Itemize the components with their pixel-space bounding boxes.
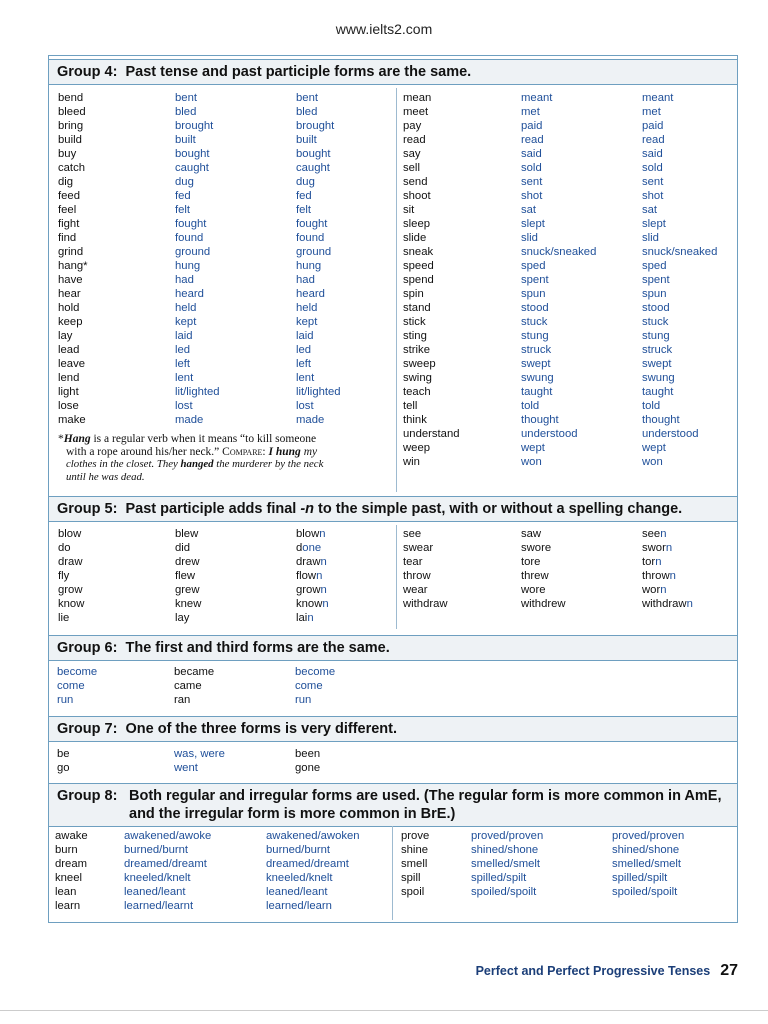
verb-cell: spend [403, 274, 434, 286]
g6-base [57, 665, 97, 707]
verb-cell: spun [521, 288, 546, 300]
verb-cell: tear [403, 556, 423, 568]
verb-cell: swung [521, 372, 554, 384]
verb-cell: shot [642, 190, 664, 202]
verb-cell: taught [521, 386, 553, 398]
g4-right-past [521, 91, 596, 469]
verb-cell: flew [175, 570, 196, 582]
verb-cell: fight [58, 218, 80, 230]
verb-cell: left [175, 358, 191, 370]
verb-cell: think [403, 414, 427, 426]
verb-cell: stood [521, 302, 549, 314]
verb-cell: did [175, 542, 191, 554]
g6-pp [295, 665, 335, 707]
verb-cell: bled [175, 106, 197, 118]
group-title: Past tense and past participle forms are the same. [125, 64, 472, 80]
verb-cell: smelled/smelt [612, 858, 682, 870]
verb-cell: caught [296, 162, 330, 174]
verb-cell: wept [521, 442, 545, 454]
verb-cell: smelled/smelt [471, 858, 541, 870]
verb-cell: grew [175, 584, 200, 596]
verb-cell: see [403, 528, 422, 540]
verb-cell: gone [295, 762, 321, 774]
verb-cell: slid [642, 232, 659, 244]
group7-header [49, 716, 737, 742]
verb-cell: spoiled/spoilt [612, 886, 678, 898]
verb-cell: understood [521, 428, 578, 440]
verb-cell: blew [175, 528, 199, 540]
verb-cell: stung [642, 330, 670, 342]
hang-footnote: *Hang is a regular verb when it means “to kill someone with a rope around his/her neck.” Compare: I hung my clothes in the closet. They hanged the murderer by the neck until he was dead. [58, 433, 324, 483]
verb-cell: swing [403, 372, 432, 384]
verb-cell: sold [642, 162, 663, 174]
verb-cell: withdrew [521, 598, 566, 610]
verb-cell: sold [521, 162, 542, 174]
verb-cell: sent [642, 176, 664, 188]
verb-cell: lose [58, 400, 79, 412]
group-title: Both regular and irregular forms are used. (The regular form is more common in AmE, and the irregular form is more common in BrE.) [129, 788, 722, 822]
verb-cell: won [521, 456, 542, 468]
verb-cell: lie [58, 612, 70, 624]
verb-cell: lent [296, 372, 315, 384]
verb-cell: keep [58, 316, 83, 328]
g8-right-pp [612, 829, 684, 899]
verb-cell: leaned/leant [266, 886, 328, 898]
verb-cell: swept [642, 358, 672, 370]
verb-cell: told [521, 400, 540, 412]
verb-cell: heard [175, 288, 204, 300]
verb-cell: slept [521, 218, 545, 230]
verb-cell: came [174, 680, 202, 692]
verb-cell: come [295, 680, 323, 692]
verb-cell: ground [175, 246, 211, 258]
g5-left-past [175, 527, 201, 625]
verb-cell: go [57, 762, 70, 774]
verb-cell: spent [521, 274, 549, 286]
verb-cell: became [174, 666, 215, 678]
verb-cell: ground [296, 246, 332, 258]
verb-cell: throw [403, 570, 431, 582]
verb-cell: been [295, 748, 321, 760]
verb-cell: stood [642, 302, 670, 314]
verb-cell: flown [296, 570, 323, 582]
verb-cell: shot [521, 190, 543, 202]
verb-cell: heard [296, 288, 325, 300]
verb-cell: held [296, 302, 318, 314]
verb-cell: felt [296, 204, 312, 216]
verb-cell: feed [58, 190, 80, 202]
verb-cell: blown [296, 528, 326, 540]
verb-cell: stick [403, 316, 426, 328]
verb-cell: kneeled/knelt [124, 872, 191, 884]
verb-cell: done [296, 542, 322, 554]
verb-cell: read [642, 134, 665, 146]
verb-cell: spun [642, 288, 667, 300]
verb-cell: sped [521, 260, 546, 272]
g7-base [57, 747, 70, 775]
g4-right-pp [642, 91, 717, 469]
verb-cell: grown [296, 584, 327, 596]
verb-cell: fought [175, 218, 207, 230]
group5-header [49, 496, 737, 522]
verb-cell: awakened/awoke [124, 830, 212, 842]
verb-cell: understand [403, 428, 460, 440]
verb-cell: fed [296, 190, 312, 202]
verb-cell: bend [58, 92, 84, 104]
verb-cell: run [57, 694, 74, 706]
verb-cell: run [295, 694, 312, 706]
verb-cell: led [296, 344, 312, 356]
verb-table-box [48, 55, 738, 923]
g8-left-pp [266, 829, 360, 913]
verb-cell: sting [403, 330, 427, 342]
verb-cell: sweep [403, 358, 436, 370]
verb-cell: sped [642, 260, 667, 272]
verb-cell: said [521, 148, 542, 160]
group-title: Past participle adds final -n to the simple past, with or without a spelling change. [125, 501, 683, 517]
verb-cell: struck [642, 344, 673, 356]
verb-cell: make [58, 414, 86, 426]
verb-cell: shoot [403, 190, 431, 202]
verb-cell: bent [175, 92, 197, 104]
group-label: Group 4: [57, 64, 118, 80]
verb-cell: withdrawn [642, 598, 693, 610]
verb-cell: smell [401, 858, 428, 870]
verb-cell: snuck/sneaked [521, 246, 597, 258]
verb-cell: say [403, 148, 421, 160]
verb-cell: had [175, 274, 194, 286]
verb-cell: spoiled/spoilt [471, 886, 537, 898]
group6-header [49, 635, 737, 661]
verb-cell: brought [175, 120, 214, 132]
verb-cell: become [295, 666, 336, 678]
verb-cell: swear [403, 542, 434, 554]
verb-cell: kneeled/knelt [266, 872, 333, 884]
group4-header [49, 59, 737, 85]
verb-cell: spill [401, 872, 421, 884]
verb-cell: threw [521, 570, 549, 582]
verb-cell: catch [58, 162, 86, 174]
verb-cell: felt [175, 204, 191, 216]
verb-cell: drew [175, 556, 200, 568]
verb-cell: sleep [403, 218, 431, 230]
verb-cell: lent [175, 372, 194, 384]
verb-cell: taught [642, 386, 674, 398]
verb-cell: bleed [58, 106, 86, 118]
verb-cell: brought [296, 120, 335, 132]
verb-cell: bring [58, 120, 84, 132]
verb-cell: build [58, 134, 82, 146]
verb-cell: slept [642, 218, 666, 230]
group-title: One of the three forms is very different. [125, 721, 398, 737]
verb-cell: lean [55, 886, 77, 898]
verb-cell: knew [175, 598, 202, 610]
verb-cell: kneel [55, 872, 83, 884]
verb-cell: learn [55, 900, 81, 912]
group-label: Group 7: [57, 721, 118, 737]
verb-cell: seen [642, 528, 667, 540]
verb-cell: awake [55, 830, 88, 842]
verb-cell: found [296, 232, 325, 244]
verb-cell: made [175, 414, 204, 426]
g5-left-pp [296, 527, 329, 625]
verb-cell: won [642, 456, 663, 468]
verb-cell: spilled/spilt [471, 872, 527, 884]
verb-cell: feel [58, 204, 77, 216]
verb-cell: lay [58, 330, 73, 342]
verb-cell: lain [296, 612, 314, 624]
verb-cell: said [642, 148, 663, 160]
verb-cell: awakened/awoken [266, 830, 360, 842]
verb-cell: lost [296, 400, 314, 412]
verb-cell: burned/burnt [124, 844, 189, 856]
verb-cell: thought [642, 414, 680, 426]
verb-cell: understood [642, 428, 699, 440]
column-divider [396, 525, 397, 629]
group-title: The first and third forms are the same. [125, 640, 390, 656]
verb-cell: become [57, 666, 98, 678]
verb-cell: teach [403, 386, 431, 398]
verb-cell: snuck/sneaked [642, 246, 718, 258]
verb-cell: paid [521, 120, 543, 132]
verb-cell: had [296, 274, 315, 286]
verb-cell: hung [175, 260, 201, 272]
verb-cell: find [58, 232, 77, 244]
verb-cell: stuck [642, 316, 669, 328]
verb-cell: sworn [642, 542, 673, 554]
verb-cell: worn [642, 584, 667, 596]
verb-cell: stung [521, 330, 549, 342]
verb-cell: speed [403, 260, 434, 272]
verb-cell: was, were [174, 748, 225, 760]
verb-cell: fed [175, 190, 191, 202]
g6-past [174, 665, 214, 707]
verb-cell: dug [296, 176, 315, 188]
verb-cell: wore [521, 584, 546, 596]
verb-cell: sneak [403, 246, 434, 258]
verb-cell: send [403, 176, 428, 188]
verb-cell: wept [642, 442, 666, 454]
verb-cell: come [57, 680, 85, 692]
g8-left-past [124, 829, 211, 913]
verb-cell: proved/proven [471, 830, 544, 842]
g5-left-base [58, 527, 84, 625]
verb-cell: learned/learnt [124, 900, 194, 912]
verb-cell: met [521, 106, 540, 118]
verb-cell: dug [175, 176, 194, 188]
verb-cell: leave [58, 358, 86, 370]
g5-right-base [403, 527, 448, 611]
g4-left-pp [296, 91, 341, 427]
verb-cell: told [642, 400, 661, 412]
verb-cell: mean [403, 92, 432, 104]
verb-cell: know [58, 598, 85, 610]
verb-cell: hang* [58, 260, 88, 272]
verb-cell: thought [521, 414, 559, 426]
verb-cell: stuck [521, 316, 548, 328]
verb-cell: meet [403, 106, 429, 118]
verb-cell: went [174, 762, 198, 774]
verb-cell: bought [175, 148, 210, 160]
verb-cell: hung [296, 260, 322, 272]
verb-cell: swung [642, 372, 675, 384]
g4-left-past [175, 91, 220, 427]
verb-cell: kept [296, 316, 318, 328]
verb-cell: dreamed/dreamt [124, 858, 207, 870]
verb-cell: learned/learn [266, 900, 332, 912]
verb-cell: sit [403, 204, 415, 216]
g5-right-pp [642, 527, 693, 611]
verb-cell: proved/proven [612, 830, 685, 842]
g5-right-past [521, 527, 566, 611]
verb-cell: drawn [296, 556, 327, 568]
verb-cell: sat [642, 204, 658, 216]
verb-cell: blow [58, 528, 82, 540]
verb-cell: laid [175, 330, 193, 342]
g7-past [174, 747, 225, 775]
verb-cell: spilled/spilt [612, 872, 668, 884]
verb-cell: meant [642, 92, 674, 104]
verb-cell: built [175, 134, 196, 146]
verb-cell: do [58, 542, 71, 554]
verb-cell: meant [521, 92, 553, 104]
verb-cell: shined/shone [471, 844, 539, 856]
verb-cell: win [403, 456, 420, 468]
footer-title: Perfect and Perfect Progressive Tenses [475, 964, 711, 978]
verb-cell: fly [58, 570, 70, 582]
group8-header [49, 783, 737, 827]
verb-cell: spent [642, 274, 670, 286]
verb-cell: thrown [642, 570, 676, 582]
g8-right-base [401, 829, 429, 899]
verb-cell: stand [403, 302, 431, 314]
verb-cell: dream [55, 858, 88, 870]
verb-cell: bought [296, 148, 331, 160]
verb-cell: caught [175, 162, 209, 174]
verb-cell: buy [58, 148, 77, 160]
verb-cell: shined/shone [612, 844, 680, 856]
verb-cell: strike [403, 344, 430, 356]
verb-cell: bled [296, 106, 318, 118]
verb-cell: saw [521, 528, 542, 540]
verb-cell: tore [521, 556, 541, 568]
group-label: Group 5: [57, 501, 118, 517]
verb-cell: fought [296, 218, 328, 230]
verb-cell: wear [403, 584, 428, 596]
verb-cell: sell [403, 162, 420, 174]
verb-cell: have [58, 274, 83, 286]
verb-cell: weep [403, 442, 431, 454]
verb-cell: read [521, 134, 544, 146]
g4-left-base [58, 91, 88, 427]
verb-cell: built [296, 134, 317, 146]
verb-cell: bent [296, 92, 318, 104]
verb-cell: met [642, 106, 661, 118]
verb-cell: slid [521, 232, 538, 244]
verb-cell: kept [175, 316, 197, 328]
verb-cell: be [57, 748, 70, 760]
verb-cell: sat [521, 204, 537, 216]
verb-cell: lost [175, 400, 193, 412]
verb-cell: swore [521, 542, 552, 554]
g4-right-base [403, 91, 460, 469]
verb-cell: draw [58, 556, 83, 568]
g8-left-base [55, 829, 88, 913]
verb-cell: known [296, 598, 329, 610]
verb-cell: lend [58, 372, 80, 384]
column-divider [392, 826, 393, 920]
verb-cell: spin [403, 288, 424, 300]
verb-cell: laid [296, 330, 314, 342]
verb-cell: found [175, 232, 204, 244]
verb-cell: lead [58, 344, 80, 356]
verb-cell: swept [521, 358, 551, 370]
verb-cell: slide [403, 232, 427, 244]
verb-cell: made [296, 414, 325, 426]
verb-cell: struck [521, 344, 552, 356]
verb-cell: ran [174, 694, 191, 706]
verb-cell: hear [58, 288, 81, 300]
verb-cell: burned/burnt [266, 844, 331, 856]
verb-cell: grow [58, 584, 83, 596]
verb-cell: hold [58, 302, 80, 314]
verb-cell: prove [401, 830, 430, 842]
verb-cell: tell [403, 400, 418, 412]
verb-cell: sent [521, 176, 543, 188]
verb-cell: lit/lighted [175, 386, 220, 398]
verb-cell: shine [401, 844, 429, 856]
verb-cell: grind [58, 246, 84, 258]
verb-cell: light [58, 386, 79, 398]
verb-cell: dreamed/dreamt [266, 858, 349, 870]
group-label: Group 8: [57, 788, 118, 804]
bottom-rule [0, 1010, 768, 1011]
verb-cell: torn [642, 556, 662, 568]
site-url: www.ielts2.com [335, 21, 433, 37]
verb-cell: left [296, 358, 312, 370]
verb-cell: pay [403, 120, 422, 132]
column-divider [396, 88, 397, 492]
verb-cell: dig [58, 176, 74, 188]
verb-cell: leaned/leant [124, 886, 186, 898]
group-label: Group 6: [57, 640, 118, 656]
verb-cell: lit/lighted [296, 386, 341, 398]
g7-pp [295, 747, 320, 775]
page-footer [476, 962, 738, 980]
verb-cell: paid [642, 120, 664, 132]
page-number: 27 [720, 962, 738, 979]
verb-cell: held [175, 302, 197, 314]
verb-cell: led [175, 344, 191, 356]
verb-cell: spoil [401, 886, 425, 898]
verb-cell: withdraw [403, 598, 448, 610]
g8-right-past [471, 829, 543, 899]
verb-cell: read [403, 134, 426, 146]
verb-cell: burn [55, 844, 78, 856]
verb-cell: lay [175, 612, 190, 624]
